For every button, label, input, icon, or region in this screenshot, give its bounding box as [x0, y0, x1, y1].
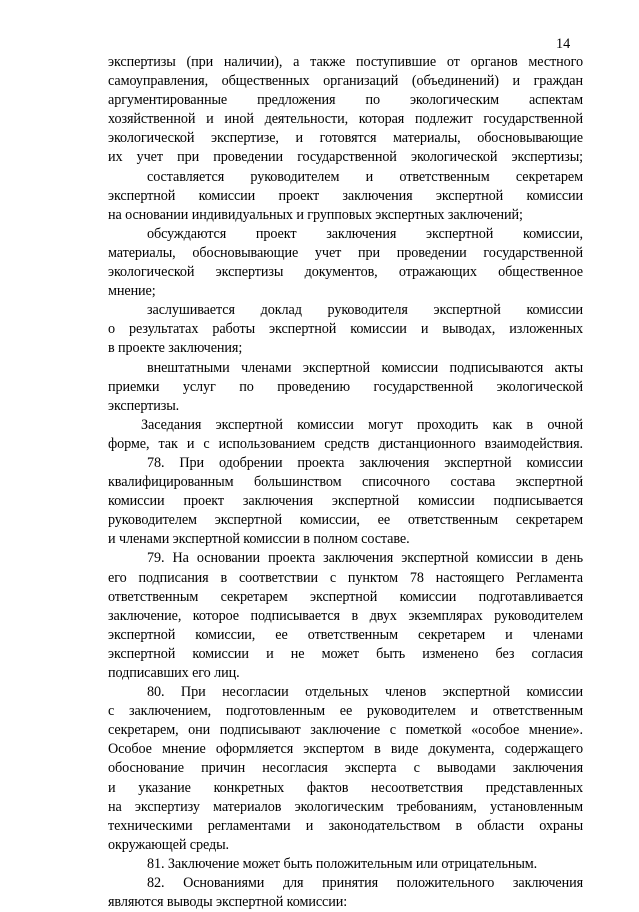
text-line: экспертной комиссии проект заключения экспертной комиссии [108, 187, 583, 204]
text-line: окружающей среды. [108, 836, 229, 853]
text-line: мнение; [108, 283, 156, 300]
text-line: экспертизы (при наличии), а также поступившие от органов местного [108, 54, 583, 70]
text-line: 81. Заключение может быть положительным или отрицательным. [147, 855, 538, 872]
text-line: 80. При несогласии отдельных членов экспертной комиссии [147, 684, 583, 701]
text-line: экспертной комиссии, ее ответственным секретарем и членами [108, 626, 583, 643]
text-line: руководителем экспертной комиссии, ее ответственным секретарем [108, 512, 583, 529]
text-line: Заседания экспертной комиссии могут проходить как в очной [141, 416, 583, 433]
page-number: 14 [556, 36, 571, 52]
text-line: хозяйственной и иной деятельности, которая подлежит государственной [108, 111, 583, 128]
text-line: форме, так и с использованием средств дистанционного взаимодействия. [108, 435, 583, 452]
text-line: секретарем, они подписывают заключение с пометкой «особое мнение». [108, 722, 583, 739]
text-line: в проекте заключения; [108, 340, 243, 357]
text-line: на основании индивидуальных и групповых экспертных заключений; [108, 206, 523, 223]
text-line: заслушивается доклад руководителя экспертной комиссии [147, 302, 583, 319]
text-line: комиссии проект заключения экспертной комиссии подписывается [108, 493, 583, 510]
text-line: и указание конкретных фактов несоответствия представленных [108, 779, 583, 796]
text-line: экспертизы. [108, 397, 180, 414]
text-line: составляется руководителем и ответственным секретарем [147, 168, 583, 185]
text-line: экологической экспертизе, и готовятся материалы, обосновывающие [108, 130, 583, 147]
text-line: подписавших его лиц. [108, 665, 240, 681]
text-line: экспертной комиссии и не может быть изменено без согласия [108, 645, 583, 662]
text-line: 79. На основании проекта заключения экспертной комиссии в день [147, 550, 583, 567]
text-line: приемки услуг по проведению государственной экологической [108, 378, 583, 395]
text-line: 78. При одобрении проекта заключения экспертной комиссии [147, 454, 583, 471]
text-line: аргументированные предложения по экологическим аспектам [108, 92, 583, 109]
text-line: материалы, обосновывающие учет при проведении государственной [108, 244, 583, 261]
text-line: Особое мнение оформляется экспертом в виде документа, содержащего [108, 741, 583, 758]
text-line: с заключением, подготовленным ее руководителем и ответственным [108, 703, 583, 720]
text-line: экологической экспертизы документов, отражающих общественное [108, 264, 583, 281]
text-line: 82. Основаниями для принятия положительного заключения [147, 875, 583, 892]
text-line: внештатными членами экспертной комиссии подписываются акты [147, 359, 583, 376]
text-line: о результатах работы экспертной комиссии и выводах, изложенных [108, 321, 583, 338]
text-line: самоуправления, общественных организаций (объединений) и граждан [108, 73, 583, 90]
text-line: и членами экспертной комиссии в полном составе. [108, 531, 410, 548]
text-line: его подписания в соответствии с пунктом 78 настоящего Регламента [108, 569, 583, 586]
text-line: на экспертизу материалов экологическим требованиям, установленным [108, 798, 583, 815]
document-body [108, 53, 583, 912]
text-line: являются выводы экспертной комиссии: [108, 894, 348, 911]
text-line: заключение, которое подписывается в двух экземплярах руководителем [108, 607, 583, 624]
text-line: ответственным секретарем экспертной комиссии подготавливается [108, 588, 583, 605]
text-line: их учет при проведении государственной экологической экспертизы; [108, 149, 583, 166]
text-line: обоснование причин несогласия эксперта с выводами заключения [108, 760, 583, 777]
text-line: квалифицированным большинством списочного состава экспертной [108, 474, 583, 491]
text-line: обсуждаются проект заключения экспертной комиссии, [147, 225, 583, 242]
text-line: техническими регламентами и законодательством в области охраны [108, 817, 583, 834]
